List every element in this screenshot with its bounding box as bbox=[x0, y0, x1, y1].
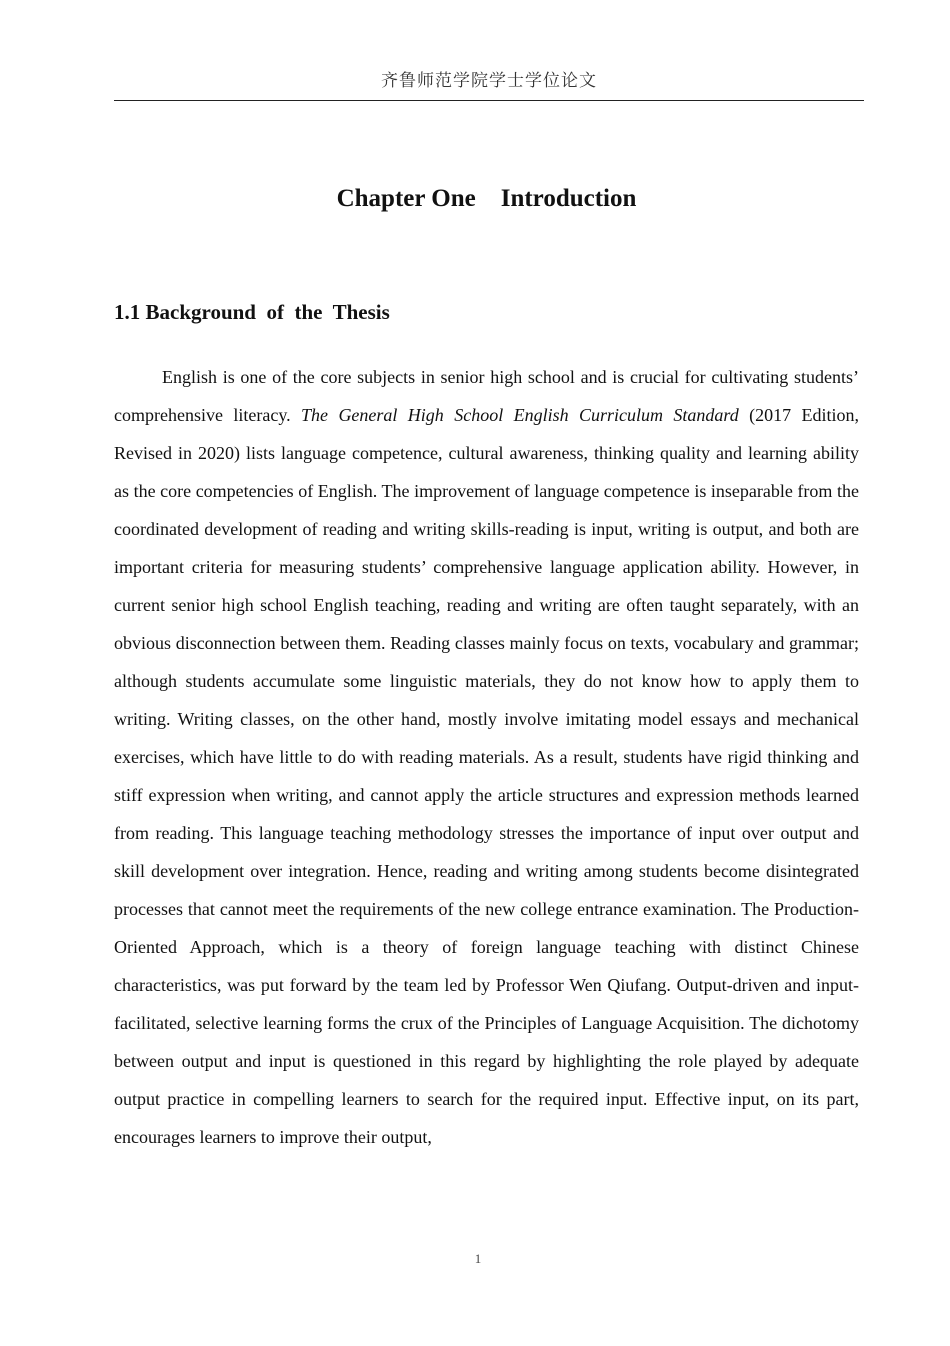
paragraph-text-part2: (2017 Edition, Revised in 2020) lists language competence, cultural awareness, thinking quality and learning ability as the core competencies of English. The improvement of language competence is inseparable from the coordinated development of reading and writing skills-reading is input, writing is output, and both are important criteria for measuring students’ comprehensive language application ability. However, in current senior high school English teaching, reading and writing are often taught separately, with an obvious disconnection between them. Reading classes mainly focus on texts, vocabulary and grammar; although students accumulate some linguistic materials, they do not know how to apply them to writing. Writing classes, on the other hand, mostly involve imitating model essays and mechanical exercises, which have little to do with reading materials. As a result, students have rigid thinking and stiff expression when writing, and cannot apply the article structures and expression methods learned from reading. This language teaching methodology stresses the importance of input over output and skill development over integration. Hence, reading and writing among students become disintegrated processes that cannot meet the requirements of the new college entrance examination. The Production-Oriented Approach, which is a theory of foreign language teaching with distinct Chinese characteristics, was put forward by the team led by Professor Wen Qiufang. Output-driven and input-facilitated, selective learning forms the crux of the Principles of Language Acquisition. The dichotomy between output and input is questioned in this regard by highlighting the role played by adequate output practice in compelling learners to search for the required input. Effective input, on its part, encourages learners to improve their output, bbox=[114, 405, 859, 1147]
section-heading: 1.1 Background of the Thesis bbox=[114, 300, 390, 324]
chapter-title: Chapter One Introduction bbox=[336, 185, 637, 212]
body-text bbox=[114, 358, 859, 1156]
paragraph bbox=[114, 358, 859, 1156]
paragraph-text-part1: English is one of the core subjects in senior high school and is crucial for cultivating students’ comprehensive literacy. bbox=[114, 367, 859, 425]
curriculum-standard-title: The General High School English Curriculum Standard bbox=[301, 405, 739, 425]
page-number: 1 bbox=[474, 1251, 482, 1266]
header-rule bbox=[114, 100, 864, 101]
running-header: 齐鲁师范学院学士学位论文 bbox=[381, 71, 597, 91]
